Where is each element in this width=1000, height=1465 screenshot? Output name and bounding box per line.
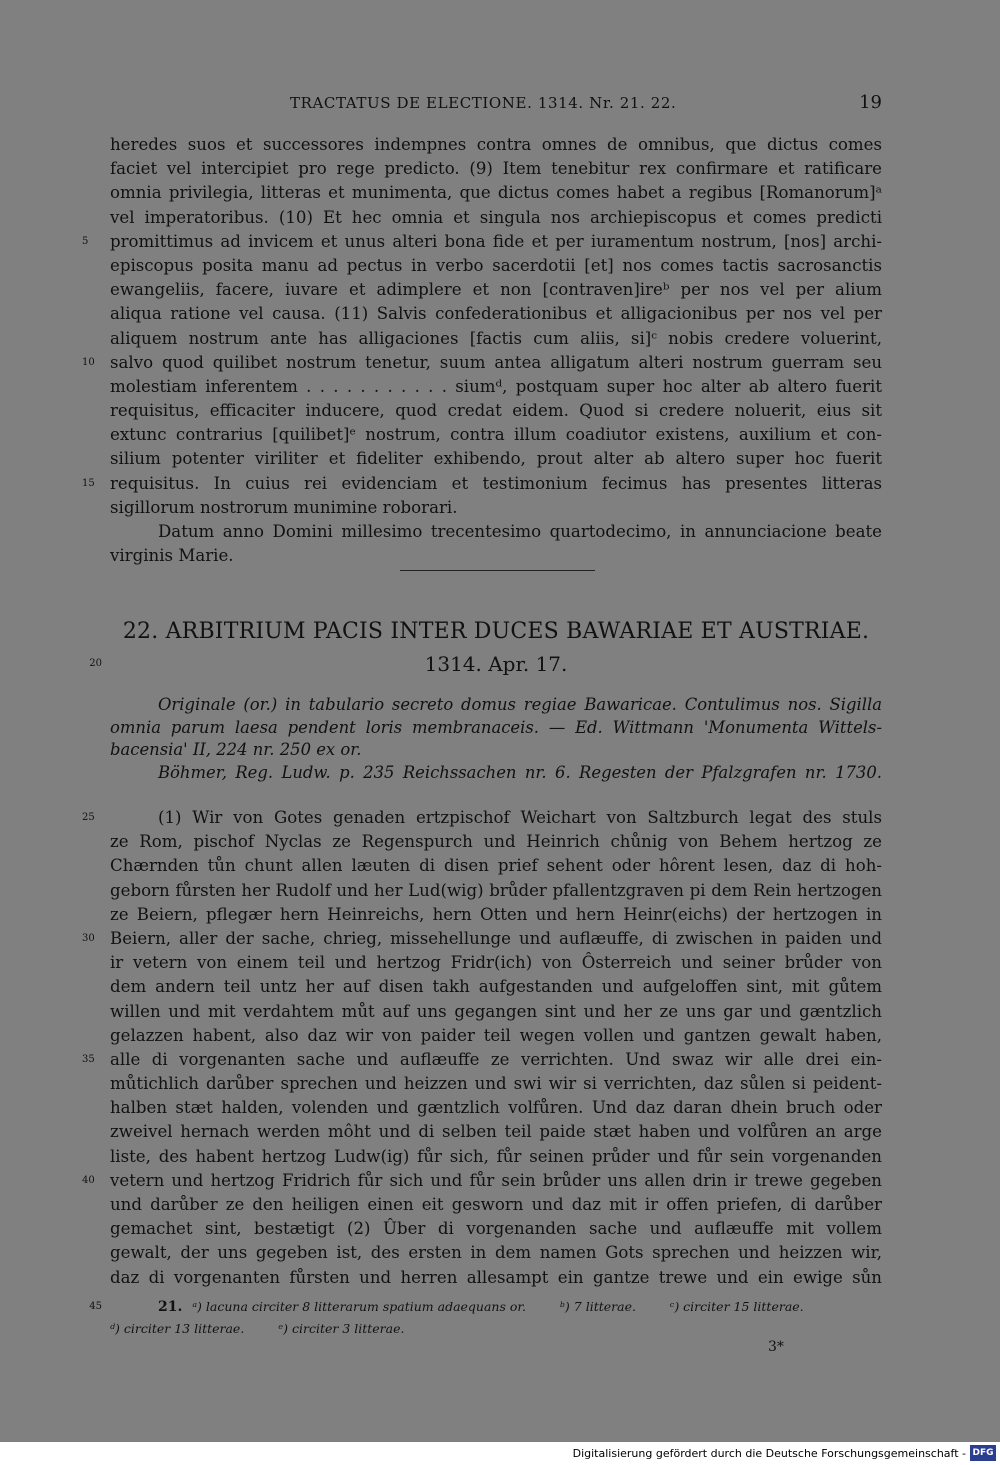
line-number: 30 <box>82 932 95 944</box>
dating-clause: Datum anno Domini millesimo trecentesimo quartodecimo, in annunciacione beate <box>158 522 882 541</box>
text-line: ir vetern von einem teil und hertzog Fridr(ich) von Ôsterreich und seiner brůder von <box>110 953 882 973</box>
text-line: Chærnden tůn chunt allen læuten di disen prief sehent oder hôrent lesen, daz di hoh- <box>110 856 882 876</box>
source-line: bacensia' II, 224 nr. 250 ex or. <box>110 740 362 759</box>
text-line: zweivel hernach werden môht und di selben teil paide stæt haben und volfůren an arge <box>110 1122 882 1142</box>
line-number: 40 <box>82 1174 95 1186</box>
text-line: liste, des habent hertzog Ludw(ig) fůr sich, fůr seinen průder und fůr sein vorgenanden <box>110 1146 882 1166</box>
page-number: 19 <box>859 92 882 113</box>
text-line: dem andern teil untz her auf disen takh aufgestanden und aufgeloffen sint, mit gůtem <box>110 977 882 997</box>
text-line: und darůber ze den heiligen einen eit gesworn und daz mit ir offen priefen, di darůber <box>110 1195 882 1214</box>
footnote-a: ᵃ) lacuna circiter 8 litterarum spatium adaequans or. <box>192 1299 526 1314</box>
text-line: heredes suos et successores indempnes contra omnes de omnibus, que dictus comes <box>110 135 882 154</box>
text-line: omnia privilegia, litteras et munimenta, que dictus comes habet a regibus [Romanorum]ᵃ <box>110 183 882 203</box>
text-line: vel imperatoribus. (10) Et hec omnia et singula nos archiepiscopus et comes predicti <box>110 207 882 227</box>
text-line: 15 requisitus. In cuius rei evidenciam et testimonium fecimus has presentes litteras <box>110 472 882 496</box>
text-line: ze Rom, pischof Nyclas ze Regenspurch und Heinrich chůnig von Behem hertzog ze <box>110 832 882 852</box>
text-line: sigillorum nostrorum munimine roborari. <box>110 497 458 517</box>
text-line: episcopus posita manu ad pectus in verbo sacerdotii [et] nos comes tactis sacrosanctis <box>110 255 882 275</box>
running-title: TRACTATUS DE ELECTIONE. 1314. Nr. 21. 22. <box>290 94 677 112</box>
text-line: 30 Beiern, aller der sache, chrieg, missehellunge und auflæuffe, di zwischen in paiden und <box>110 927 882 951</box>
text-line: 10 salvo quod quilibet nostrum tenetur, suum antea alligatum alteri nostrum guerram seu <box>110 351 882 375</box>
text-line: geborn fůrsten her Rudolf und her Lud(wig) brůder pfallentzgraven pi dem Rein hertzogen <box>110 880 882 900</box>
text-line: ze Beiern, pflegær hern Heinreichs, hern Otten und hern Heinr(eichs) der hertzogen in <box>110 904 882 924</box>
funding-credit: Digitalisierung gefördert durch die Deutsche Forschungsgemeinschaft - <box>572 1447 966 1460</box>
text-line: silium potenter viriliter et fideliter exhibendo, prout alter ab altero super hoc fuerit <box>110 449 882 469</box>
line-number: 20 <box>89 658 102 669</box>
text-line: virginis Marie. <box>110 546 234 566</box>
text-line: 40 vetern und hertzog Fridrich fůr sich und fůr sein brůder uns allen drin ir trewe gegeben <box>110 1169 882 1193</box>
line-number: 15 <box>82 477 95 489</box>
line-number: 35 <box>82 1053 95 1065</box>
page-header <box>110 94 882 118</box>
footnote-e: ᵉ) circiter 3 litterae. <box>278 1321 405 1336</box>
footnotes <box>89 1296 882 1340</box>
text-line: můtichlich darůber sprechen und heizzen und swi wir si verrichten, daz sůlen si peident- <box>110 1074 882 1094</box>
text-line: daz di vorgenanten fůrsten und herren allesampt ein gantze trewe und ein ewige sůn <box>110 1267 882 1287</box>
footnote-d: ᵈ) circiter 13 litterae. <box>110 1321 245 1336</box>
regest-line: Böhmer, Reg. Ludw. p. 235 Reichssachen nr. 6. Regesten der Pfalzgrafen nr. 1730. <box>158 762 882 782</box>
text-line: extunc contrarius [quilibet]ᵉ nostrum, contra illum coadiutor existens, auxilium et con- <box>110 425 882 445</box>
text-line: gelazzen habent, also daz wir von paider teil wegen vollen und gantzen gewalt haben, <box>110 1025 882 1045</box>
document-date: 20 1314. Apr. 17. <box>110 652 882 676</box>
line-number: 45 <box>89 1301 102 1312</box>
line-number: 25 <box>82 812 95 823</box>
signature-mark: 3* <box>768 1339 784 1355</box>
text-line: aliqua ratione vel causa. (11) Salvis confederationibus et alligacionibus per nos vel per <box>110 304 882 324</box>
charter-22-text <box>82 806 882 1290</box>
source-description <box>110 694 882 784</box>
footnote-number: 21. <box>158 1299 183 1315</box>
text-line: ewangeliis, facere, iuvare et adimplere et non [contraven]ireᵇ per nos vel per alium <box>110 280 882 300</box>
text-line: gewalt, der uns gegeben ist, des ersten in dem namen Gots sprechen und heizzen wir, <box>110 1243 882 1263</box>
line-number: 5 <box>82 235 89 247</box>
line-number: 10 <box>82 356 95 368</box>
text-line: aliquem nostrum ante has alligaciones [factis cum aliis, si]ᶜ nobis credere voluerint, <box>110 328 882 348</box>
section-divider <box>400 570 595 571</box>
footnote-b: ᵇ) 7 litterae. <box>559 1299 636 1314</box>
footnote-line <box>89 1296 882 1318</box>
text-line: requisitus, efficaciter inducere, quod credat eidem. Quod si credere noluerit, eius sit <box>110 401 882 421</box>
text-line: 25 (1) Wir von Gotes genaden ertzpischof Weichart von Saltzburch legat des stuls <box>110 806 882 830</box>
text-line: 5 promittimus ad invicem et unus alteri bona fide et per iuramentum nostrum, [nos] archi- <box>110 230 882 254</box>
text-line: willen und mit verdahtem můt auf uns gegangen sint und her ze uns gar und gæntzlich <box>110 1001 882 1021</box>
source-line: omnia parum laesa pendent loris membranaceis. — Ed. Wittmann 'Monumenta Wittels- <box>110 717 882 737</box>
footnote-line <box>110 1318 882 1340</box>
text-line: 35 alle di vorgenanten sache und auflæuffe ze verrichten. Und swaz wir alle drei ein- <box>110 1048 882 1072</box>
footnote-c: ᶜ) circiter 15 litterae. <box>669 1299 804 1314</box>
text-line: faciet vel intercipiet pro rege predicto. (9) Item tenebitur rex confirmare et ratificare <box>110 159 882 179</box>
document-title: 22. ARBITRIUM PACIS INTER DUCES BAWARIAE ET AUSTRIAE. <box>122 619 870 644</box>
text-line: halben stæt halden, volenden und gæntzlich volfůren. Und daz daran dhein bruch oder <box>110 1098 882 1118</box>
charter-21-conclusion <box>82 133 882 568</box>
source-line: Originale (or.) in tabulario secreto domus regiae Bawaricae. Contulimus nos. Sigilla <box>158 695 882 714</box>
text-line: gemachet sint, bestætigt (2) Ûber di vorgenanden sache und auflæuffe mit vollem <box>110 1219 882 1239</box>
text-line: molestiam inferentem . . . . . . . . . . . siumᵈ, postquam super hoc alter ab altero fuerit <box>110 376 882 396</box>
digitization-footer <box>0 1442 1000 1465</box>
dfg-logo: DFG <box>970 1445 996 1461</box>
